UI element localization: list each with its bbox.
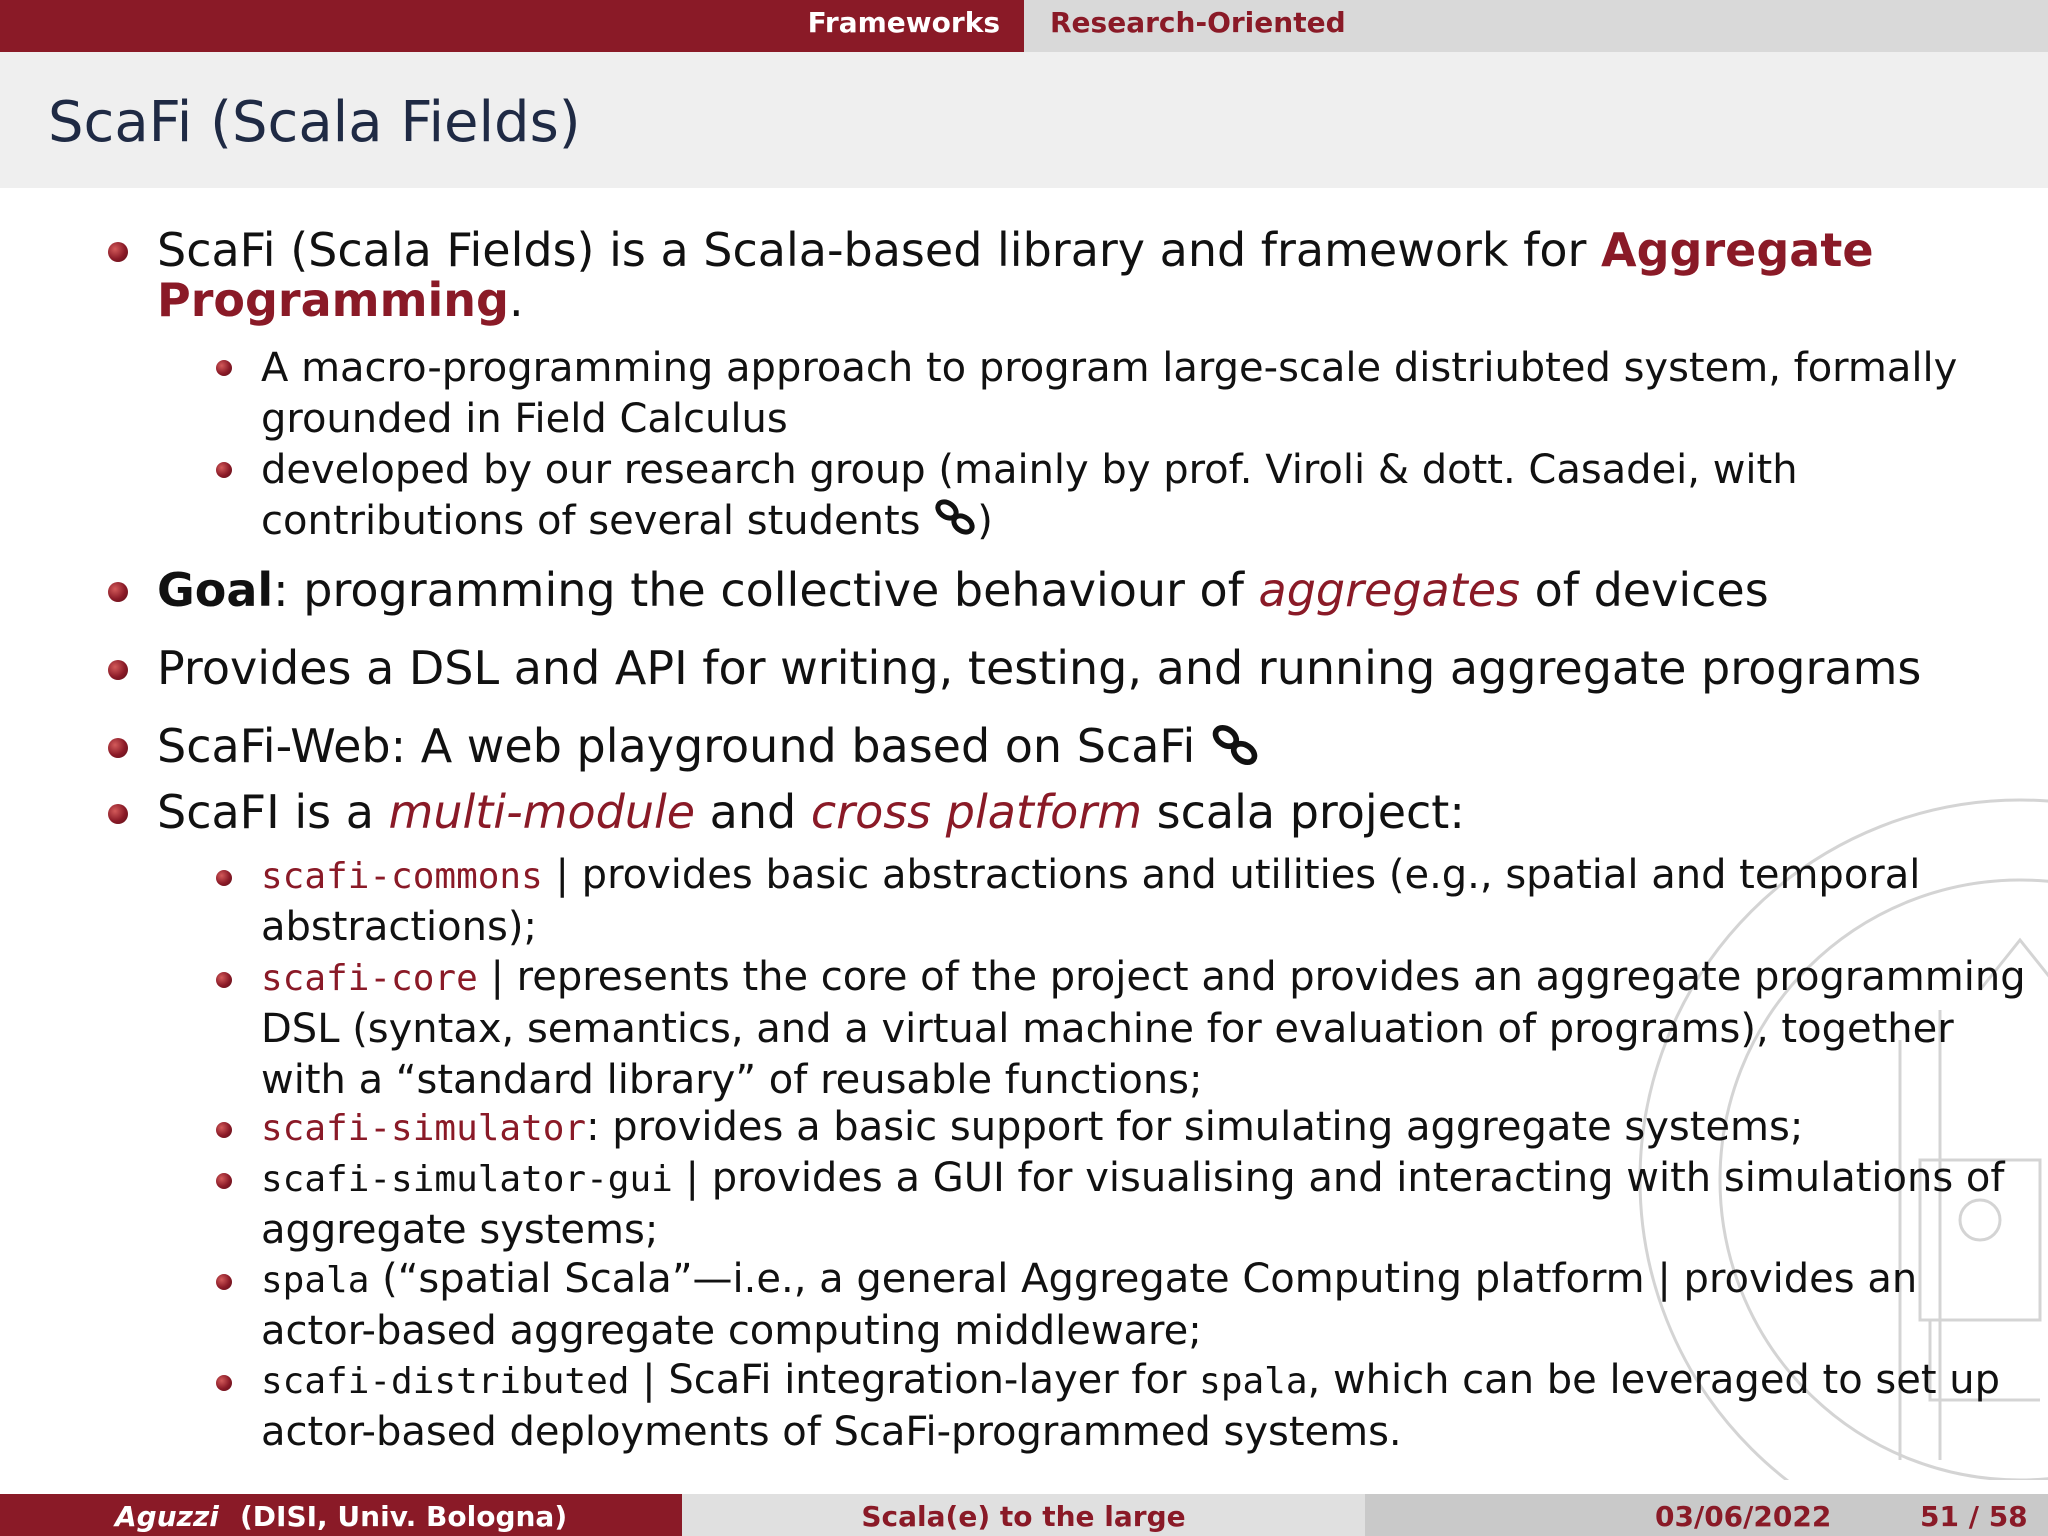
slide-title: ScaFi (Scala Fields) <box>48 90 581 155</box>
bullet <box>216 462 232 478</box>
list-item: scafi-simulator-gui | provides a GUI for visualising and interacting with simulations of aggregate systems; <box>261 1155 2005 1253</box>
bullet <box>216 972 232 988</box>
bullet <box>108 660 128 680</box>
bullet <box>108 804 128 824</box>
chain-link-icon[interactable] <box>1210 722 1260 777</box>
footer-institution: (DISI, Univ. Bologna) <box>240 1500 568 1533</box>
top-navigation-bar <box>0 0 2048 52</box>
footer-date: 03/06/2022 <box>1655 1500 1832 1533</box>
bullet <box>216 1122 232 1138</box>
footer-talk-title: Scala(e) to the large <box>861 1500 1186 1533</box>
bullet <box>216 1375 232 1391</box>
nav-section-frameworks[interactable]: Frameworks <box>807 6 1000 39</box>
frame-title-bar <box>0 52 2048 188</box>
list-item: ScaFI is a multi-module and cross platform scala project: <box>157 785 1465 839</box>
bullet <box>216 870 232 886</box>
list-item: scafi-distributed | ScaFi integration-layer for spala, which can be leveraged to set up actor-based deployments of ScaFi-programmed systems. <box>261 1357 2000 1455</box>
list-item: scafi-commons | provides basic abstractions and utilities (e.g., spatial and temporal abstractions); <box>261 852 1921 950</box>
footer-page-number: 51 / 58 <box>1920 1500 2028 1533</box>
list-item: ScaFi-Web: A web playground based on ScaFi <box>157 721 2027 777</box>
bullet <box>216 1173 232 1189</box>
list-item: developed by our research group (mainly by prof. Viroli & dott. Casadei, with contributions of several students ) <box>261 445 2031 550</box>
footer-bar <box>0 1494 2048 1536</box>
bullet <box>216 1274 232 1290</box>
nav-subsection-research-oriented[interactable]: Research-Oriented <box>1050 6 1346 39</box>
footer-right <box>1365 1494 2048 1536</box>
footer-middle <box>682 1494 1365 1536</box>
footer-author: Aguzzi <box>115 1500 219 1533</box>
list-item: A macro-programming approach to program large-scale distriubted system, formally grounded in Field Calculus <box>261 345 1958 442</box>
list-item: Goal: programming the collective behaviour of aggregates of devices <box>157 563 1769 617</box>
list-item: Provides a DSL and API for writing, testing, and running aggregate programs <box>157 641 1922 695</box>
footer-left <box>0 1494 682 1536</box>
chain-link-icon[interactable] <box>933 497 977 550</box>
list-item: scafi-core | represents the core of the project and provides an aggregate programming DSL (syntax, semantics, and a virtual machine for evaluation of programs), together with a “standard library” of reusable functions; <box>261 954 2026 1103</box>
bullet <box>108 582 128 602</box>
bullet <box>108 738 128 758</box>
list-item: scafi-simulator: provides a basic support for simulating aggregate systems; <box>261 1104 1804 1150</box>
list-item: ScaFi (Scala Fields) is a Scala-based library and framework for Aggregate Programming. <box>157 223 1874 327</box>
bullet <box>108 242 128 262</box>
list-item: spala (“spatial Scala”—i.e., a general Aggregate Computing platform | provides an actor-based aggregate computing middleware; <box>261 1256 1918 1354</box>
bullet <box>216 360 232 376</box>
